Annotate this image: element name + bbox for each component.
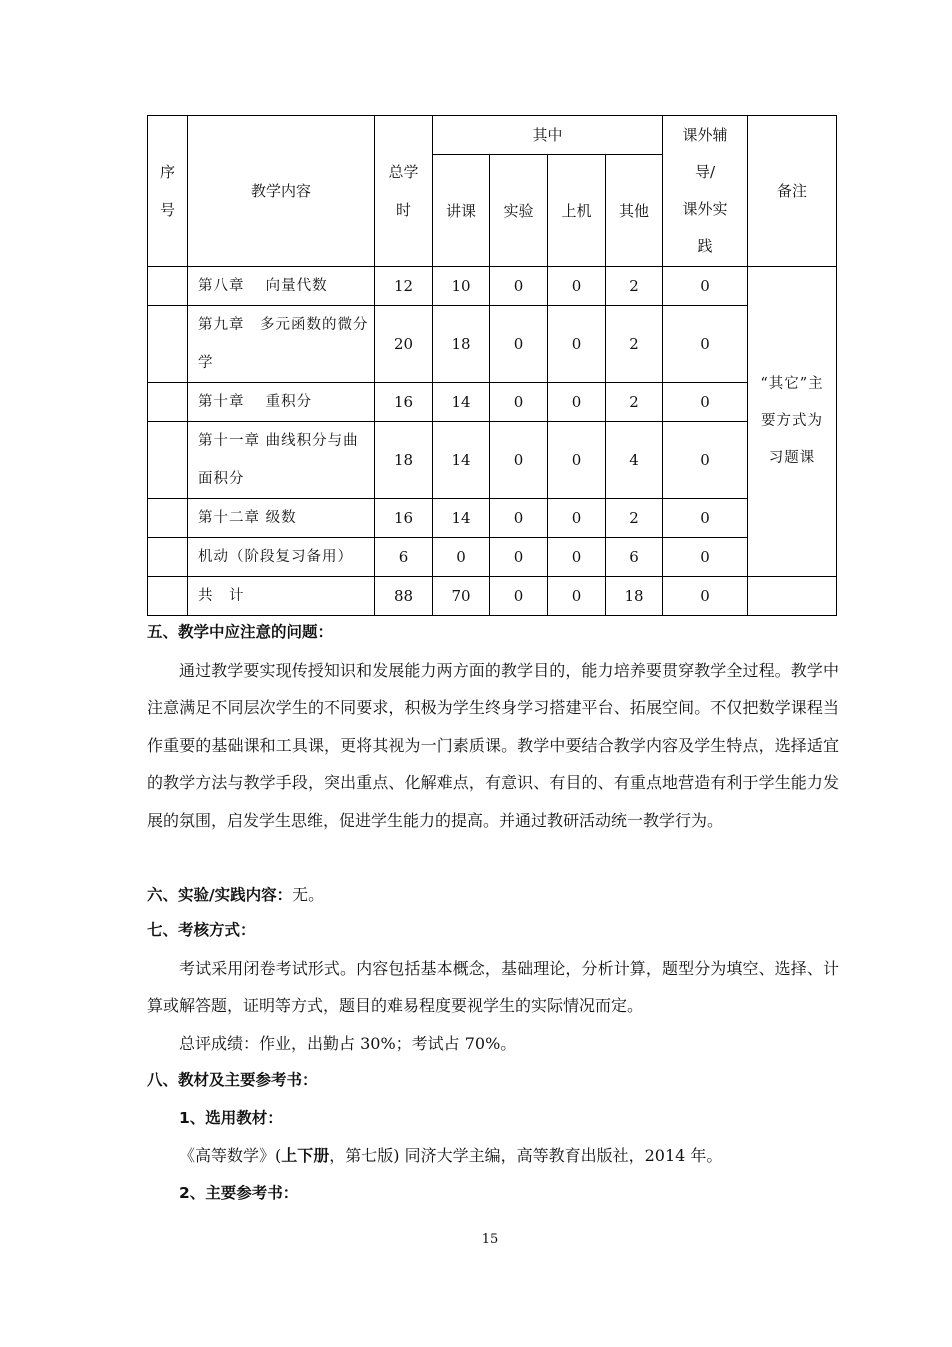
cell-experiment: 0: [490, 499, 548, 538]
header-computer: 上机: [548, 155, 606, 267]
cell-seq: [148, 499, 188, 538]
cell-total: 12: [375, 267, 433, 306]
cell-lecture: 0: [433, 538, 490, 577]
cell-other: 6: [606, 538, 663, 577]
cell-content: 第十一章 曲线积分与曲面积分: [188, 422, 375, 499]
table-row: [148, 538, 837, 577]
cell-other: 2: [606, 267, 663, 306]
table-row: [148, 422, 837, 499]
cell-lecture: 10: [433, 267, 490, 306]
total-remark: [748, 577, 837, 616]
header-other: 其他: [606, 155, 663, 267]
section-8: [147, 1062, 839, 1212]
section-5-text: 通过教学要实现传授知识和发展能力两方面的教学目的，能力培养要贯穿教学全过程。教学中注意满足不同层次学生的不同要求，积极为学生终身学习搭建平台、拓展空间。不仅把数学课程当作重要的基础课和工具课，更将其视为一门素质课。教学中要结合教学内容及学生特点，选择适宜的教学方法与教学手段，突出重点、化解难点，有意识、有目的、有重点地营造有利于学生能力发展的氛围，启发学生思维，促进学生能力的提高。并通过教研活动统一教学行为。: [147, 660, 839, 830]
section-7: [147, 912, 839, 1062]
section-8-sub1: 1、选用教材：: [179, 1108, 283, 1127]
cell-computer: 0: [548, 383, 606, 422]
cell-outside: 0: [663, 538, 748, 577]
cell-total: 16: [375, 383, 433, 422]
header-content: 教学内容: [188, 116, 375, 267]
header-remarks: 备注: [748, 116, 837, 267]
total-outside: 0: [663, 577, 748, 616]
cell-seq: [148, 538, 188, 577]
cell-outside: 0: [663, 499, 748, 538]
cell-content: 机动（阶段复习备用）: [188, 538, 375, 577]
section-7-grade: 总评成绩：作业，出勤占 30%；考试占 70%。: [179, 1033, 517, 1053]
cell-total: 18: [375, 422, 433, 499]
total-hours: 88: [375, 577, 433, 616]
cell-content: 第八章 向量代数: [188, 267, 375, 306]
table-row: [148, 306, 837, 383]
total-other: 18: [606, 577, 663, 616]
section-7-heading: 七、考核方式：: [147, 921, 256, 939]
table-row: [148, 383, 837, 422]
textbook-post: ，第七版) 同济大学主编，高等教育出版社，2014 年。: [329, 1146, 723, 1165]
cell-remark: [748, 267, 837, 577]
section-8-sub2: 2、主要参考书：: [179, 1183, 299, 1202]
header-total-hours: 总学 时: [375, 116, 433, 267]
cell-computer: 0: [548, 499, 606, 538]
table-row: [148, 499, 837, 538]
cell-computer: 0: [548, 306, 606, 383]
cell-content: 第十二章 级数: [188, 499, 375, 538]
cell-experiment: 0: [490, 267, 548, 306]
section-6-heading: 六、实验/实践内容：: [147, 886, 293, 904]
page-number: 15: [481, 1232, 499, 1247]
section-7-text: 考试采用闭卷考试形式。内容包括基本概念，基础理论，分析计算，题型分为填空、选择、计算或解答题，证明等方式，题目的难易程度要视学生的实际情况而定。: [147, 958, 839, 1015]
cell-experiment: 0: [490, 383, 548, 422]
header-seq: 序 号: [148, 116, 188, 267]
header-lecture: 讲课: [433, 155, 490, 267]
cell-total: 6: [375, 538, 433, 577]
textbook-bold: 上下册: [281, 1146, 330, 1165]
cell-experiment: 0: [490, 538, 548, 577]
section-6-value: 无。: [292, 885, 325, 904]
cell-other: 4: [606, 422, 663, 499]
cell-other: 2: [606, 306, 663, 383]
cell-content: 第十章 重积分: [188, 383, 375, 422]
section-8-heading: 八、教材及主要参考书：: [147, 1071, 318, 1089]
total-computer: 0: [548, 577, 606, 616]
total-label: 共 计: [188, 577, 375, 616]
cell-outside: 0: [663, 422, 748, 499]
cell-computer: 0: [548, 267, 606, 306]
cell-seq: [148, 422, 188, 499]
section-5: [147, 614, 839, 839]
cell-computer: 0: [548, 538, 606, 577]
cell-outside: 0: [663, 306, 748, 383]
header-among: 其中: [433, 116, 663, 155]
textbook-pre: 《高等数学》(: [179, 1146, 282, 1165]
cell-seq: [148, 383, 188, 422]
cell-seq: [148, 267, 188, 306]
cell-lecture: 14: [433, 383, 490, 422]
table-row: [148, 267, 837, 306]
textbook-entry: [147, 1137, 839, 1175]
cell-content: 第九章 多元函数的微分学: [188, 306, 375, 383]
remark-text: “其它”主要方式为习题课: [760, 376, 824, 466]
total-experiment: 0: [490, 577, 548, 616]
cell-total: 20: [375, 306, 433, 383]
cell-computer: 0: [548, 422, 606, 499]
cell-other: 2: [606, 383, 663, 422]
section-5-heading: 五、教学中应注意的问题：: [147, 623, 334, 641]
cell-lecture: 14: [433, 499, 490, 538]
table-total-row: [148, 577, 837, 616]
header-outside: 课外辅 导/ 课外实 践: [663, 116, 748, 267]
cell-outside: 0: [663, 383, 748, 422]
teaching-hours-table: [147, 115, 837, 616]
cell-lecture: 18: [433, 306, 490, 383]
cell-seq: [148, 306, 188, 383]
cell-outside: 0: [663, 267, 748, 306]
cell-seq: [148, 577, 188, 616]
cell-total: 16: [375, 499, 433, 538]
total-lecture: 70: [433, 577, 490, 616]
cell-lecture: 14: [433, 422, 490, 499]
cell-other: 2: [606, 499, 663, 538]
cell-experiment: 0: [490, 306, 548, 383]
header-experiment: 实验: [490, 155, 548, 267]
cell-experiment: 0: [490, 422, 548, 499]
section-6: [147, 876, 839, 915]
